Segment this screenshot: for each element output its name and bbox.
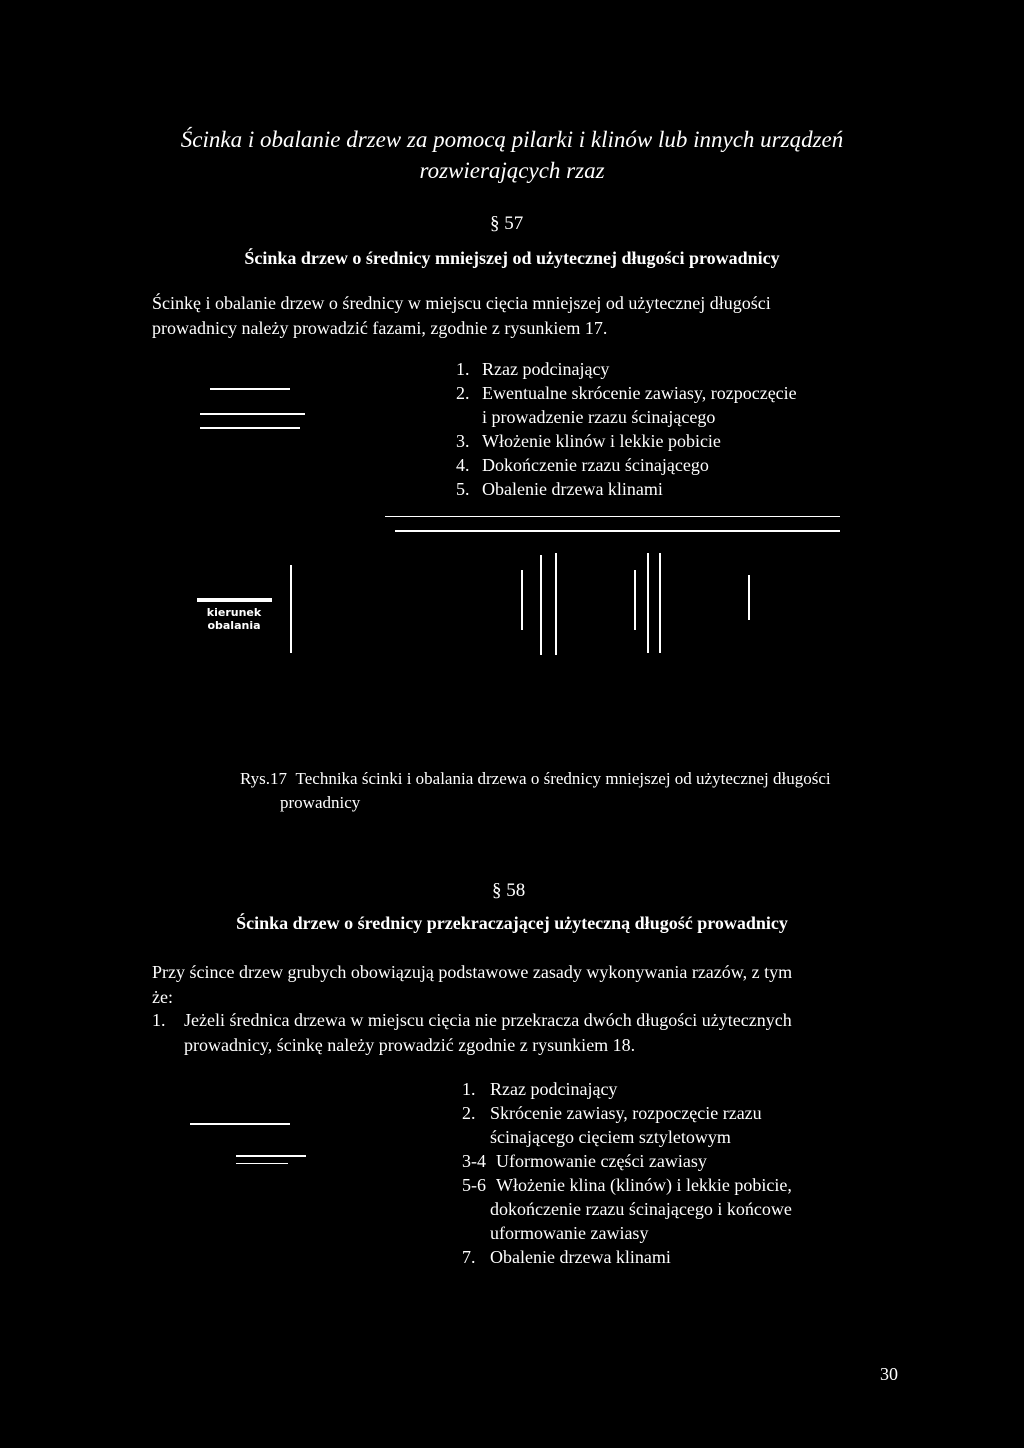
- label-line: kierunek: [206, 606, 262, 619]
- step-number: 2.: [456, 383, 470, 403]
- step-text: Obalenie drzewa klinami: [490, 1247, 671, 1267]
- section-58-paragraph: [152, 960, 912, 1010]
- figure-18-steps: [462, 1077, 882, 1269]
- step-number: 5-6: [462, 1175, 486, 1195]
- step-text: Skrócenie zawiasy, rozpoczęcie rzazu: [490, 1103, 762, 1123]
- figure-line: [659, 553, 661, 653]
- figure-line: [236, 1163, 288, 1164]
- page-number: 30: [880, 1364, 898, 1384]
- section-58-title: Ścinka drzew o średnicy przekraczającej użyteczną długość prowadnicy: [236, 913, 788, 933]
- figure-17-steps: [456, 357, 876, 501]
- step-item: [456, 453, 876, 477]
- section-58-point-1: [152, 1008, 912, 1058]
- step-number: 3-4: [462, 1151, 486, 1171]
- step-text: Obalenie drzewa klinami: [482, 479, 663, 499]
- step-number: 3.: [456, 431, 470, 451]
- step-text: Dokończenie rzazu ścinającego: [482, 455, 709, 475]
- figure-line: [210, 388, 290, 390]
- step-text: Ewentualne skrócenie zawiasy, rozpoczęcie: [482, 383, 797, 403]
- step-number: 7.: [462, 1247, 476, 1267]
- figure-line: [748, 575, 750, 620]
- step-item: [462, 1077, 882, 1101]
- step-text: Rzaz podcinający: [490, 1079, 618, 1099]
- step-item: [462, 1101, 882, 1125]
- step-text: ścinającego cięciem sztyletowym: [490, 1127, 731, 1147]
- step-text: dokończenie rzazu ścinającego i końcowe: [490, 1199, 792, 1219]
- step-item: [456, 429, 876, 453]
- label-line: obalania: [207, 619, 261, 632]
- step-number: 5.: [456, 479, 470, 499]
- figure-line: [647, 553, 649, 653]
- paragraph-line: Ścinkę i obalanie drzew o średnicy w miejscu cięcia mniejszej od użytecznej długości: [152, 293, 771, 313]
- caption-text: prowadnicy: [280, 793, 361, 812]
- step-number: 1.: [456, 359, 470, 379]
- step-text: Uformowanie części zawiasy: [496, 1151, 707, 1171]
- figure-line: [521, 570, 523, 630]
- paragraph-line: że:: [152, 987, 173, 1007]
- point-text: Jeżeli średnica drzewa w miejscu cięcia nie przekracza dwóch długości użytecznych: [184, 1010, 792, 1030]
- step-text: Rzaz podcinający: [482, 359, 610, 379]
- caption-prefix: Rys.17: [240, 769, 288, 788]
- step-number: 2.: [462, 1103, 476, 1123]
- paragraph-line: Przy ścince drzew grubych obowiązują podstawowe zasady wykonywania rzazów, z tym: [152, 962, 793, 982]
- figure-17-caption: [240, 767, 920, 815]
- figure-line: [200, 413, 305, 415]
- figure-line: [190, 1123, 290, 1125]
- figure-line: [395, 530, 840, 532]
- figure-line: [200, 427, 300, 429]
- point-number: 1.: [152, 1010, 166, 1030]
- section-57-number: § 57: [490, 213, 524, 234]
- step-text: uformowanie zawiasy: [490, 1223, 649, 1243]
- step-item: [456, 381, 876, 405]
- figure-line: [290, 565, 292, 653]
- section-57-title: Ścinka drzew o średnicy mniejszej od użytecznej długości prowadnicy: [244, 248, 780, 268]
- step-text: i prowadzenie rzazu ścinającego: [482, 407, 716, 427]
- step-number: 4.: [456, 455, 470, 475]
- chapter-title: [0, 124, 1024, 186]
- paragraph-line: prowadnicy należy prowadzić fazami, zgodnie z rysunkiem 17.: [152, 318, 608, 338]
- figure-line: [385, 516, 840, 517]
- step-text: Włożenie klinów i lekkie pobicie: [482, 431, 721, 451]
- figure-line: [236, 1155, 306, 1157]
- figure-line: [540, 555, 542, 655]
- fall-direction-label: [200, 606, 268, 632]
- step-item: [462, 1149, 882, 1173]
- step-item: [456, 357, 876, 381]
- step-item: [456, 477, 876, 501]
- step-item: [462, 1173, 882, 1197]
- step-number: 1.: [462, 1079, 476, 1099]
- chapter-title-line1: Ścinka i obalanie drzew za pomocą pilarki i klinów lub innych urządzeń: [180, 127, 844, 152]
- point-text: prowadnicy, ścinkę należy prowadzić zgodnie z rysunkiem 18.: [184, 1035, 636, 1055]
- figure-line: [555, 553, 557, 655]
- chapter-title-line2: rozwierających rzaz: [419, 158, 605, 183]
- section-58-number: § 58: [492, 880, 526, 901]
- step-item: [462, 1245, 882, 1269]
- figure-line: [634, 570, 636, 630]
- fall-direction-arrow: [197, 598, 272, 602]
- step-text: Włożenie klina (klinów) i lekkie pobicie,: [496, 1175, 792, 1195]
- section-57-paragraph: [152, 291, 912, 341]
- caption-text: Technika ścinki i obalania drzewa o średnicy mniejszej od użytecznej długości: [295, 769, 831, 788]
